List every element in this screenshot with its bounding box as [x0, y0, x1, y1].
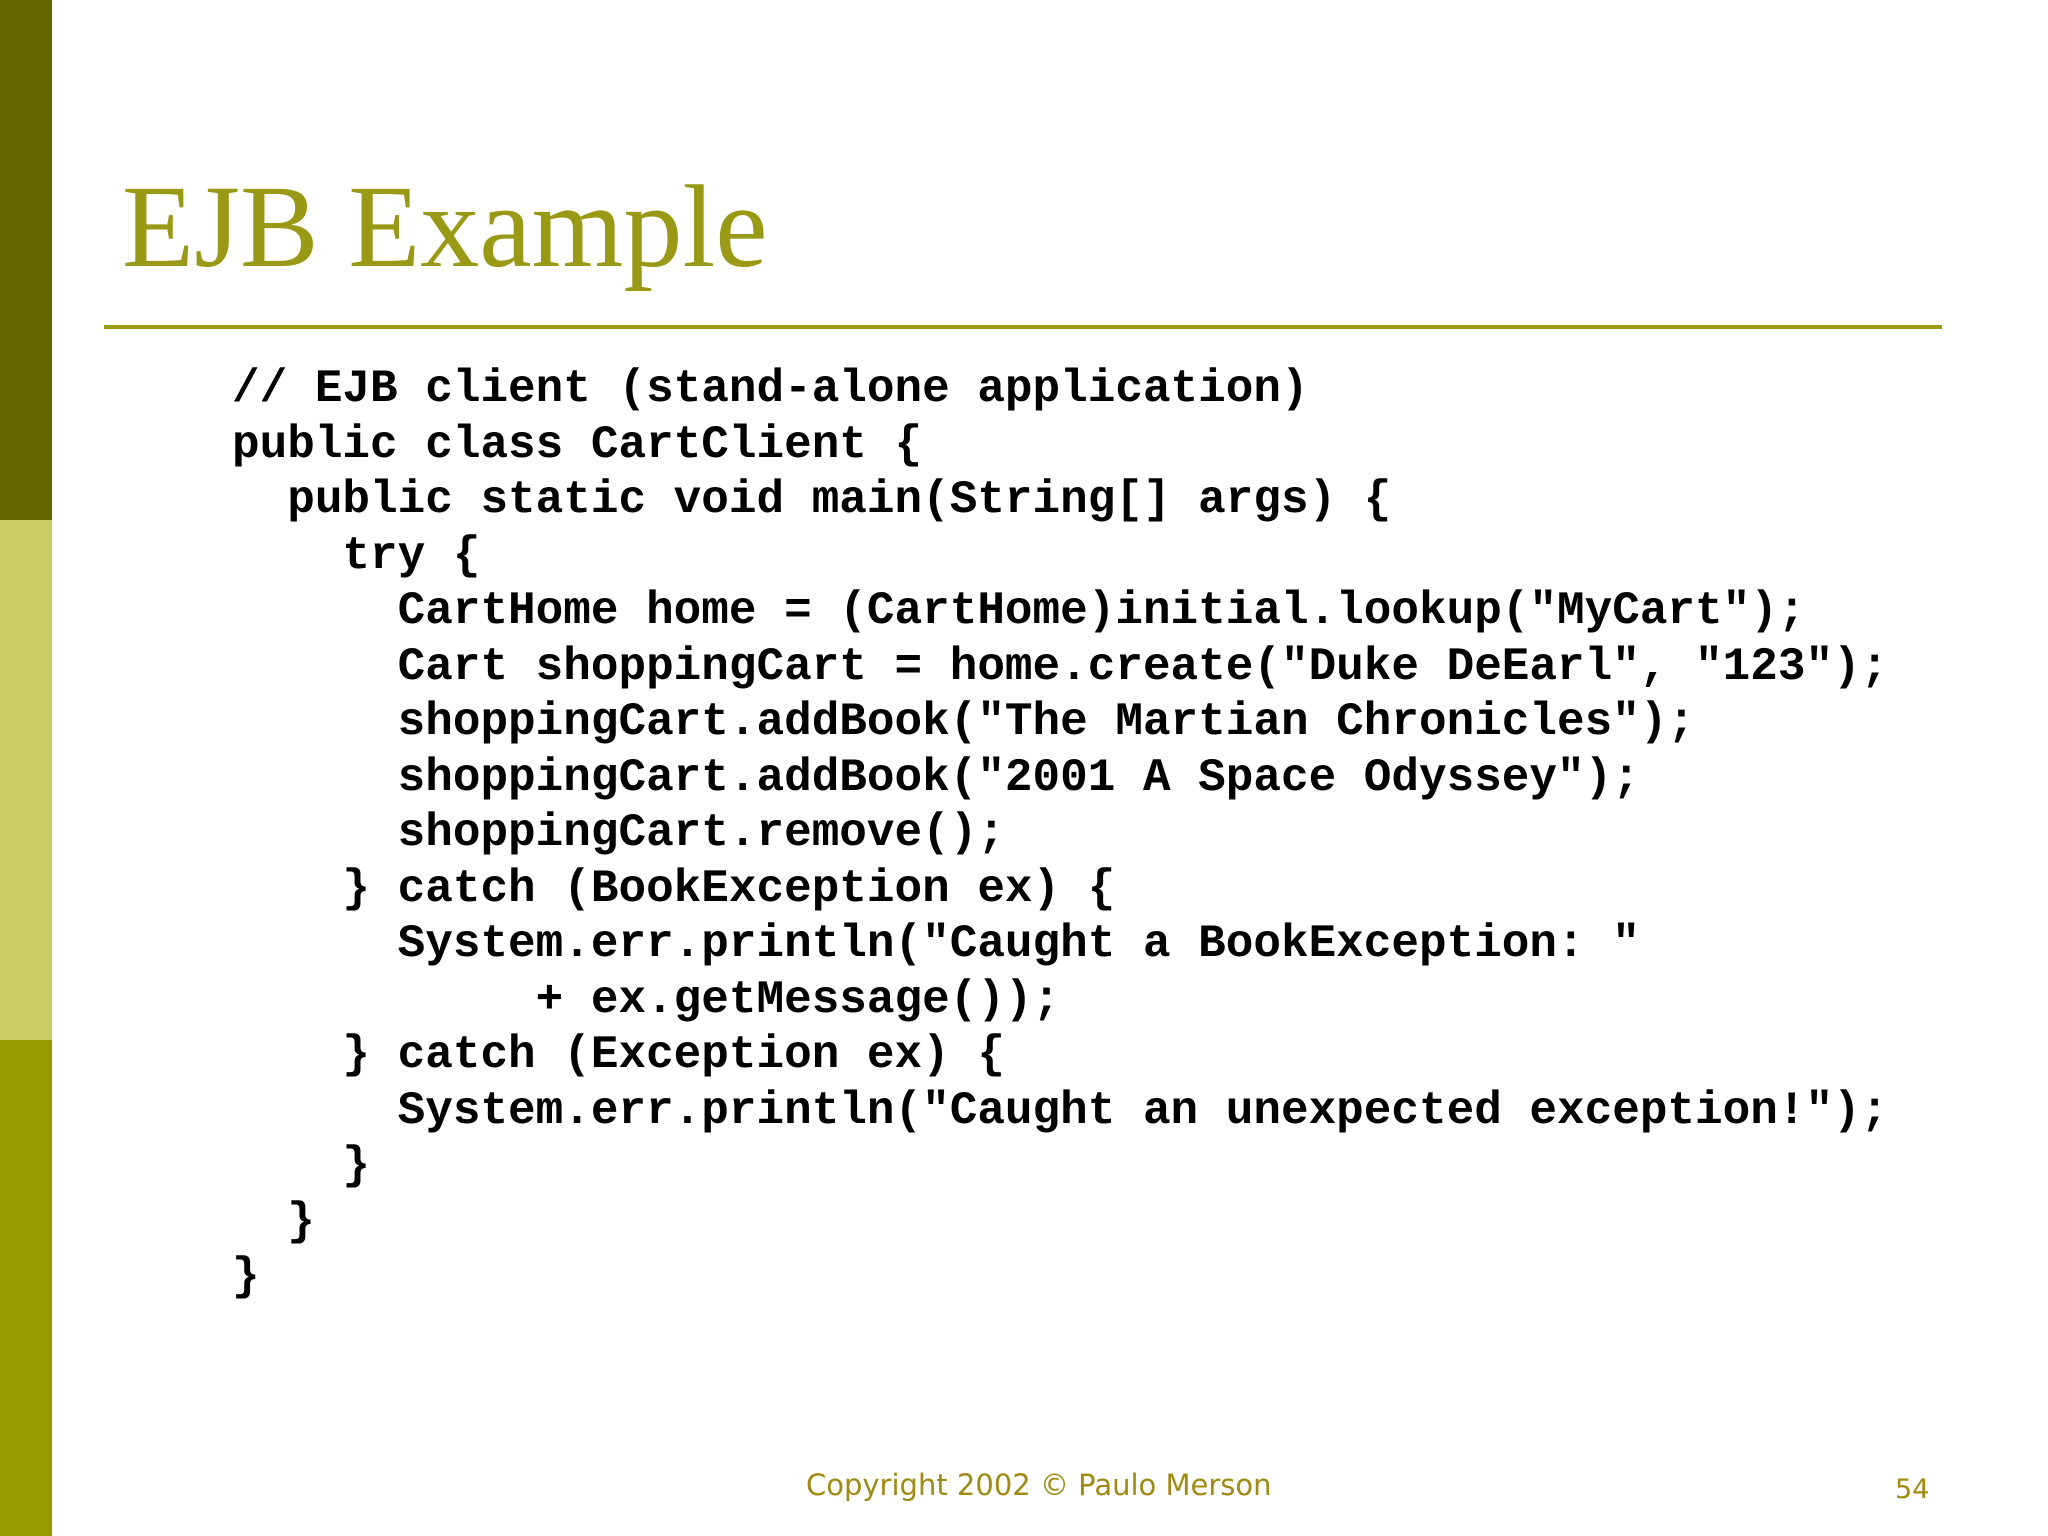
code-line: shoppingCart.remove(); — [232, 807, 1005, 859]
sidebar-band-top — [0, 0, 52, 520]
code-line: public class CartClient { — [232, 418, 923, 471]
sidebar-band-bottom — [0, 1040, 52, 1536]
code-line: } catch (BookException ex) { — [232, 862, 1116, 915]
code-line: } — [232, 1195, 315, 1248]
code-line: CartHome home = (CartHome)initial.lookup("MyCart"); — [232, 585, 1806, 637]
code-line: try { — [232, 529, 481, 582]
code-line: } catch (Exception ex) { — [232, 1029, 1005, 1081]
code-line: } — [232, 1140, 371, 1192]
code-line: System.err.println("Caught a BookException: " — [232, 918, 1640, 970]
code-line: shoppingCart.addBook("2001 A Space Odyssey"); — [232, 751, 1640, 804]
code-line: Cart shoppingCart = home.create("Duke DeEarl", "123"); — [232, 640, 1889, 693]
slide-title: EJB Example — [122, 161, 768, 292]
code-line: shoppingCart.addBook("The Martian Chronicles"); — [232, 696, 1696, 748]
code-line: public static void main(String[] args) { — [232, 474, 1392, 526]
code-line: + ex.getMessage()); — [232, 973, 1061, 1026]
code-line: System.err.println("Caught an unexpected exception!"); — [232, 1084, 1889, 1137]
code-block — [232, 362, 1888, 1306]
code-line: } — [232, 1251, 260, 1303]
copyright-footer: Copyright 2002 © Paulo Merson — [806, 1468, 1272, 1502]
sidebar-band-middle — [0, 520, 52, 1040]
code-line: // EJB client (stand-alone application) — [232, 363, 1309, 415]
title-underline — [104, 325, 1942, 329]
slide-number: 54 — [1895, 1474, 1930, 1505]
